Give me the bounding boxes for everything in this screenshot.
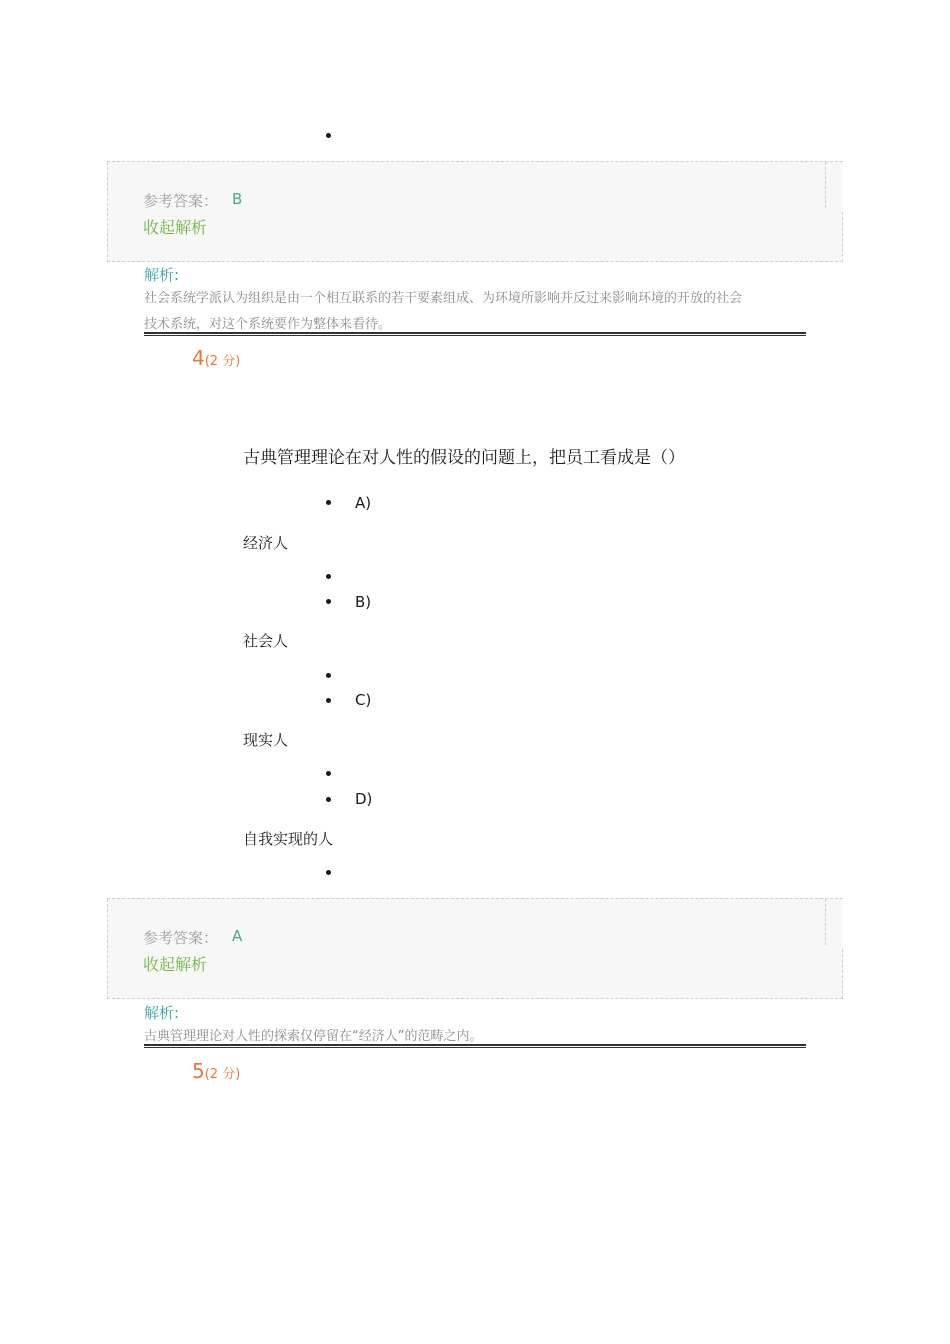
option-b-text[interactable]: 社会人 [243, 632, 289, 650]
option-d-text[interactable]: 自我实现的人 [243, 830, 334, 848]
option-a-text[interactable]: 经济人 [243, 534, 289, 552]
reference-answer-value: A [232, 927, 243, 945]
panel-border [842, 949, 843, 999]
question-stem: 古典管理理论在对人性的假设的问题上，把员工看成是（） [243, 448, 685, 468]
question-number: 4 [192, 346, 205, 370]
list-bullet [326, 574, 331, 579]
panel-border [825, 899, 826, 945]
answer-panel [107, 898, 843, 999]
panel-border [842, 212, 843, 262]
list-bullet [326, 673, 331, 678]
panel-border [107, 998, 843, 999]
option-c-text[interactable]: 现实人 [243, 731, 289, 749]
analysis-text: 技术系统，对这个系统要作为整体来看待。 [144, 317, 392, 332]
reference-answer-value: B [232, 190, 243, 208]
option-a-label[interactable]: A) [355, 494, 372, 512]
collapse-analysis-link[interactable]: 收起解析 [143, 218, 208, 237]
question-header [192, 346, 240, 370]
question-score: (2 分) [204, 1067, 241, 1082]
answer-panel [107, 161, 843, 262]
collapse-analysis-link[interactable]: 收起解析 [143, 955, 208, 974]
reference-answer-label: 参考答案： [143, 192, 219, 210]
list-bullet [326, 599, 331, 604]
section-divider [144, 332, 806, 336]
list-bullet [326, 870, 331, 875]
question-header [192, 1059, 240, 1083]
list-bullet [326, 133, 331, 138]
analysis-label: 解析: [144, 1004, 180, 1022]
list-bullet [326, 797, 331, 802]
panel-border [107, 899, 108, 999]
list-bullet [326, 698, 331, 703]
reference-answer-label: 参考答案： [143, 929, 219, 947]
option-b-label[interactable]: B) [355, 593, 372, 611]
list-bullet [326, 500, 331, 505]
analysis-text: 社会系统学派认为组织是由一个相互联系的若干要素组成、为环境所影响并反过来影响环境的开放的社会 [144, 291, 743, 306]
section-divider [144, 1044, 806, 1048]
analysis-text: 古典管理理论对人性的探索仅停留在“经济人”的范畴之内。 [144, 1029, 483, 1044]
panel-border [107, 261, 843, 262]
option-d-label[interactable]: D) [355, 790, 373, 808]
list-bullet [326, 771, 331, 776]
panel-border [107, 162, 108, 262]
analysis-label: 解析: [144, 266, 180, 284]
panel-border [825, 162, 826, 208]
option-c-label[interactable]: C) [355, 691, 372, 709]
question-score: (2 分) [204, 354, 241, 369]
question-number: 5 [192, 1059, 205, 1083]
